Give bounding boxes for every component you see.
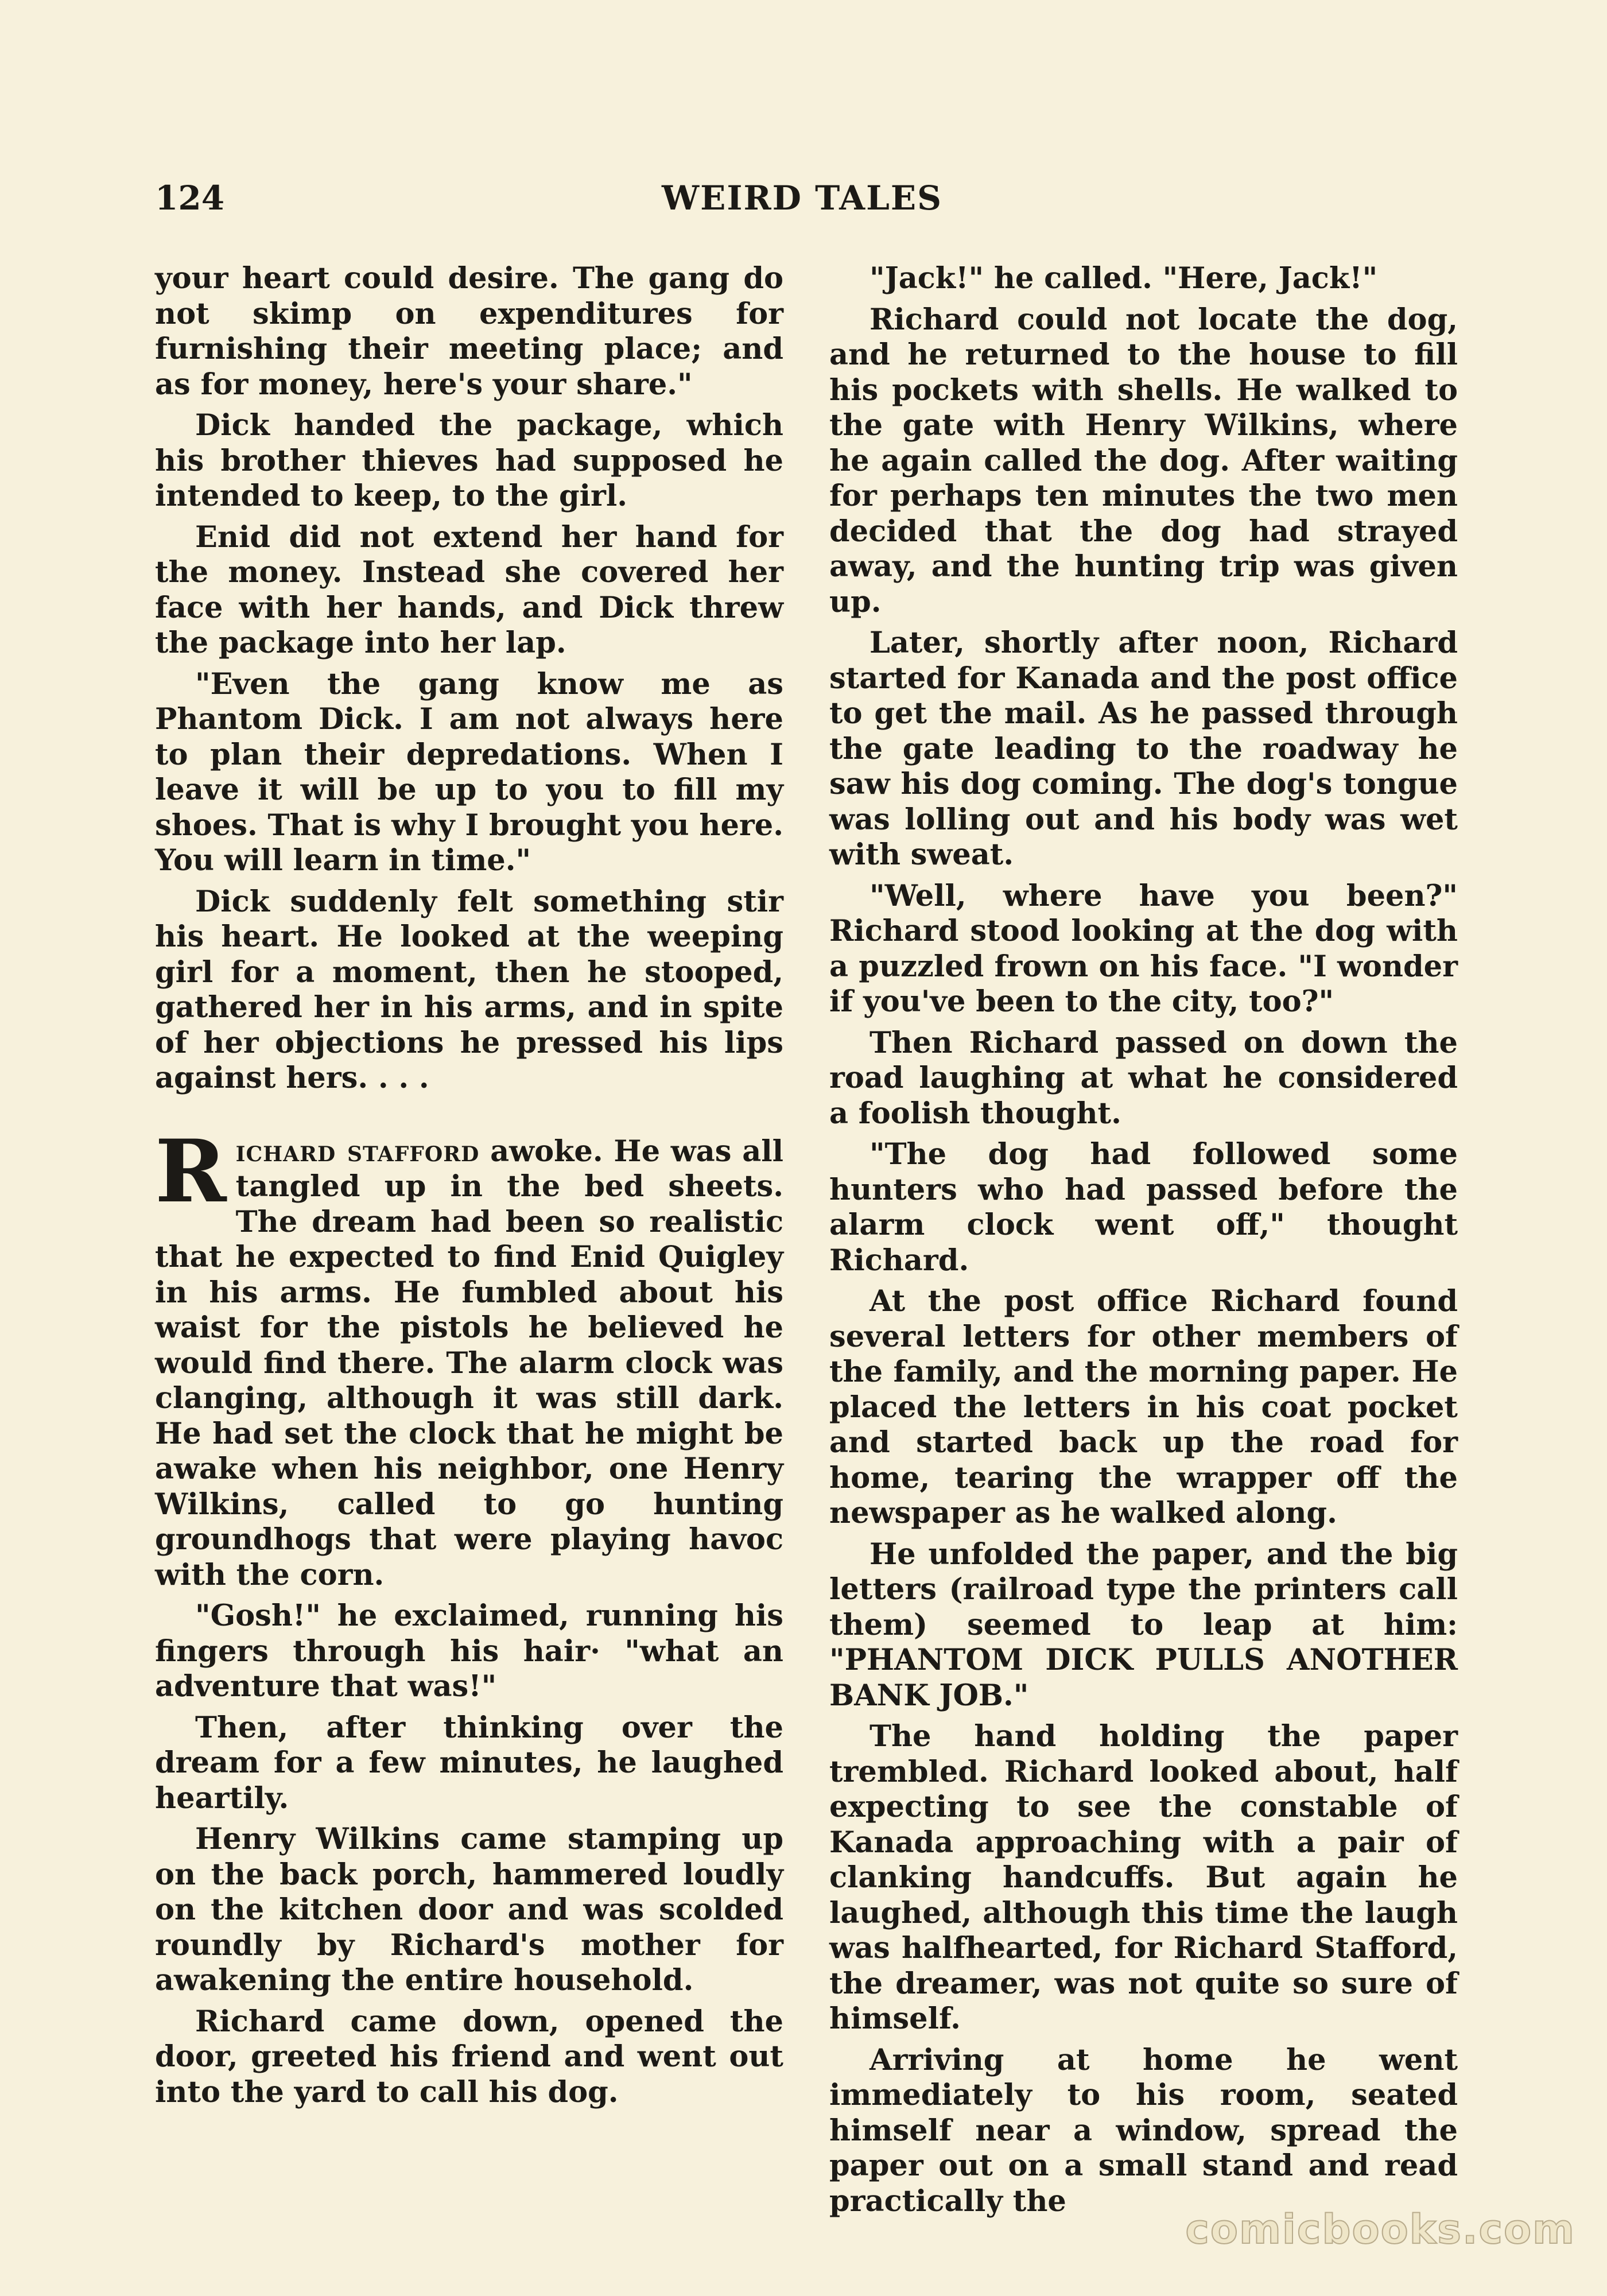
paragraph: "Gosh!" he exclaimed, running his fingers through his hair· "what an adventure that was!"	[155, 1599, 783, 1704]
running-title: WEIRD TALES	[661, 179, 943, 218]
paragraph: "The dog had followed some hunters who had passed before the alarm clock went off," thought Richard.	[829, 1137, 1458, 1278]
paragraph: Dick handed the package, which his brother thieves had supposed he intended to keep, to the girl.	[155, 408, 783, 513]
paragraph-text: awoke. He was all tangled up in the bed sheets. The dream had been so realistic that he expected to find Enid Quigley in his arms. He fumbled about his waist for the pistols he believed he would find there. The alarm clock was clanging, although it was still dark. He had set the clock that he might be awake when his neighbor, one Henry Wilkins, called to go hunting groundhogs that were playing havoc with the corn.	[155, 1134, 783, 1592]
paragraph: The hand holding the paper trembled. Richard looked about, half expecting to see the constable of Kanada approaching with a pair of clanking handcuffs. But again he laughed, although this time the laugh was halfhearted, for Richard Stafford, the dreamer, was not quite so sure of himself.	[829, 1719, 1458, 2036]
paragraph: Later, shortly after noon, Richard started for Kanada and the post office to get the mail. As he passed through the gate leading to the roadway he saw his dog coming. The dog's tongue was lolling out and his body was wet with sweat.	[829, 626, 1458, 872]
section-opening-paragraph	[155, 1120, 783, 1593]
right-column	[829, 261, 1458, 2225]
paragraph: Dick suddenly felt something stir his heart. He looked at the weeping girl for a moment, then he stooped, gathered her in his arms, and in spite of her objections he pressed his lips against hers. . . .	[155, 884, 783, 1095]
paragraph: Then, after thinking over the dream for a few minutes, he laughed heartily.	[155, 1710, 783, 1816]
paragraph: At the post office Richard found several letters for other members of the family, and the morning paper. He placed the letters in his coat pocket and started back up the road for home, tearing the wrapper off the newspaper as he walked along.	[829, 1284, 1458, 1530]
left-column	[155, 261, 783, 2116]
paragraph: "Even the gang know me as Phantom Dick. I am not always here to plan their depredations. When I leave it will be up to you to fill my shoes. That is why I brought you here. You will learn in time."	[155, 666, 783, 878]
paragraph: Enid did not extend her hand for the money. Instead she covered her face with her hands, and Dick threw the package into her lap.	[155, 519, 783, 660]
paragraph: Henry Wilkins came stamping up on the back porch, hammered loudly on the kitchen door and was scolded roundly by Richard's mother for awakening the entire household.	[155, 1822, 783, 1998]
paragraph: your heart could desire. The gang do not skimp on expenditures for furnishing their meeting place; and as for money, here's your share."	[155, 261, 783, 402]
page-header	[155, 175, 1449, 227]
paragraph: Richard could not locate the dog, and he returned to the house to fill his pockets with shells. He walked to the gate with Henry Wilkins, where he again called the dog. After waiting for perhaps ten minutes the two men decided that the dog had strayed away, and the hunting trip was given up.	[829, 302, 1458, 619]
paragraph: Arriving at home he went immediately to his room, seated himself near a window, spread the paper out on a small stand and read practically the	[829, 2042, 1458, 2219]
paragraph: Then Richard passed on down the road laughing at what he considered a foolish thought.	[829, 1025, 1458, 1131]
page-number: 124	[155, 179, 225, 218]
paragraph: "Jack!" he called. "Here, Jack!"	[870, 261, 1378, 296]
paragraph: "Well, where have you been?" Richard stood looking at the dog with a puzzled frown on his face. "I wonder if you've been to the city, too?"	[829, 878, 1458, 1019]
paragraph: He unfolded the paper, and the big letters (railroad type the printers call them) seemed to leap at him: "PHANTOM DICK PULLS ANOTHER BANK JOB."	[829, 1537, 1458, 1713]
watermark: comicbooks.com	[1185, 2206, 1575, 2253]
paragraph: Richard came down, opened the door, greeted his friend and went out into the yard to call his dog.	[155, 2004, 783, 2109]
small-caps-lead: ichard stafford	[235, 1134, 480, 1169]
drop-cap: R	[155, 1120, 227, 1222]
